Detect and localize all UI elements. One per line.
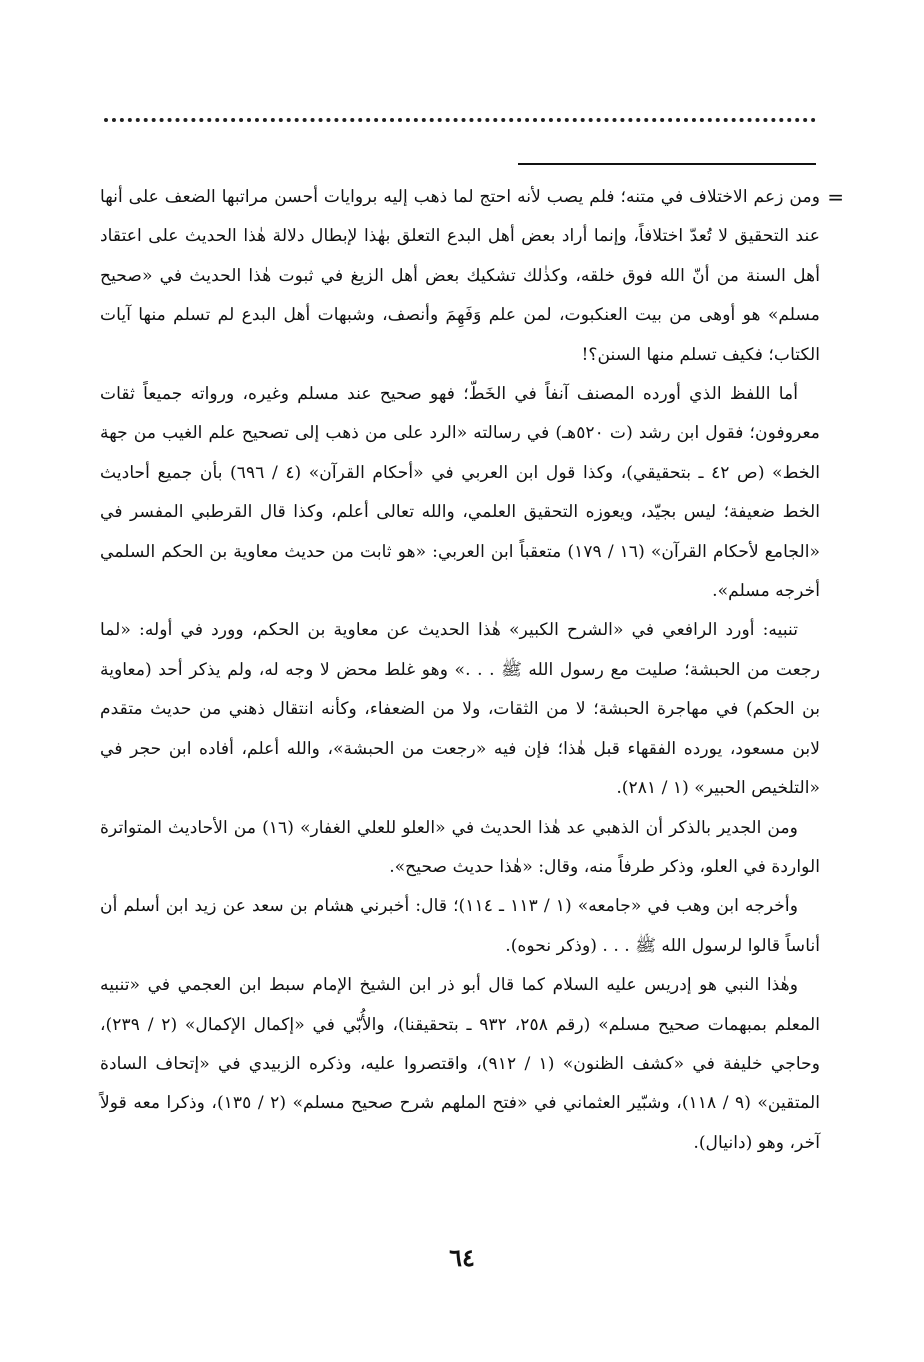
- footnote-paragraph-idris: وهٰذا النبي هو إدريس عليه السلام كما قال أبو ذر ابن الشيخ الإمام سبط ابن العجمي في «تنبيه المعلم بمبهمات صحيح مسلم» (رقم ٢٥٨، ٩٣٢ ـ بتحقيقنا)، والأُبّي في «إكمال الإكمال» (٢ / ٢٣٩)، وحاجي خليفة في «كشف الظنون» (١ / ٩١٢)، واقتصروا عليه، وذكره الزبيدي في «إتحاف السادة المتقين» (٩ / ١١٨)، وشبّير العثماني في «فتح الملهم شرح صحيح مسلم» (٢ / ١٣٥)، وذكرا معه قولاً آخر، وهو (دانيال).: [100, 975, 821, 1153]
- continuation-mark: =: [827, 185, 844, 209]
- footnote-paragraph-continuation: ومن زعم الاختلاف في متنه؛ فلم يصب لأنه احتج لما ذهب إليه بروايات أحسن مراتبها الضعف على أنها عند التحقيق لا تُعدّ اختلافاً، وإنما أراد بعض أهل البدع التعلق بهٰذا لإبطال دلالة هٰذا الحديث على اعتقاد أهل السنة من أنّ الله فوق خلقه، وكذٰلك تشكيك بعض أهل الزيغ في ثبوت هٰذا الحديث في «صحيح مسلم» هو أوهى من بيت العنكبوت، لمن علم وَفَهِمَ وأنصف، وشبهات أهل البدع لم تسلم منها آيات الكتاب؛ فكيف تسلم منها السنن؟!: [100, 187, 820, 365]
- footnote-paragraph-dhahabi: ومن الجدير بالذكر أن الذهبي عد هٰذا الحديث في «العلو للعلي الغفار» (١٦) من الأحاديث المتواترة الواردة في العلو، وذكر طرفاً منه، وقال: «هٰذا حديث صحيح».: [100, 817, 820, 877]
- footnote-separator-rule: [518, 163, 816, 165]
- footnote-text-block: [100, 178, 844, 1163]
- footnote-paragraph-khatt-hadith: أما اللفظ الذي أورده المصنف آنفاً في الخَطّ؛ فهو صحيح عند مسلم وغيره، ورواته جميعاً ثقات معروفون؛ فقول ابن رشد (ت ٥٢٠هـ) في رسالته «الرد على من ذهب إلى تصحيح علم الغيب من جهة الخط» (ص ٤٢ ـ بتحقيقي)، وكذا قول ابن العربي في «أحكام القرآن» (٤ / ٦٩٦) بأن جميع أحاديث الخط ضعيفة؛ ليس بجيّد، ويعوزه التحقيق العلمي، والله تعالى أعلم، وكذا قال القرطبي المفسر في «الجامع لأحكام القرآن» (١٦ / ١٧٩) متعقباً ابن العربي: «هو ثابت من حديث معاوية بن الحكم السلمي أخرجه مسلم».: [100, 384, 821, 602]
- footnote-paragraph-tanbih: تنبيه: أورد الرافعي في «الشرح الكبير» هٰذا الحديث عن معاوية بن الحكم، وورد في أوله: «لما رجعت من الحبشة؛ صليت مع رسول الله ﷺ . . .» وهو غلط محض لا وجه له، ولم يذكر أحد (معاوية بن الحكم) في مهاجرة الحبشة؛ لا من الثقات، ولا من الضعفاء، وكأنه انتقال ذهني من حديث متقدم لابن مسعود، يورده الفقهاء قبل هٰذا؛ فإن فيه «رجعت من الحبشة»، والله أعلم، أفاده ابن حجر في «التلخيص الحبير» (١ / ٢٨١).: [100, 620, 820, 799]
- header-dotted-rule: [104, 118, 816, 122]
- page-number: ٦٤: [449, 1243, 475, 1272]
- footnote-paragraph-ibn-wahb: وأخرجه ابن وهب في «جامعه» (١ / ١١٣ ـ ١١٤)؛ قال: أخبرني هشام بن سعد عن زيد ابن أسلم أن أناساً قالوا لرسول الله ﷺ . . . (وذكر نحوه).: [100, 896, 820, 956]
